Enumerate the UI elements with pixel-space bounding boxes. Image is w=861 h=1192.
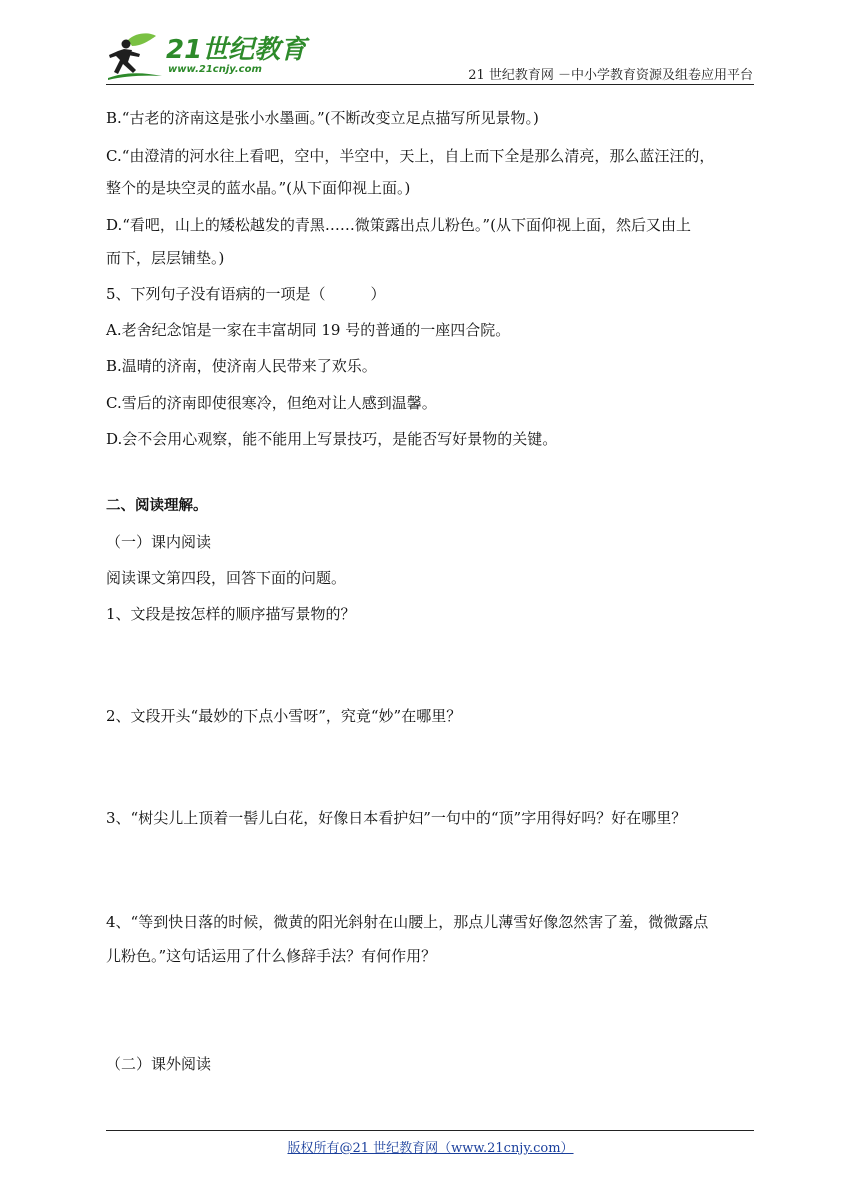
reading-instruction: 阅读课文第四段，回答下面的问题。 bbox=[106, 569, 347, 587]
section-two-heading: 二、阅读理解。 bbox=[106, 498, 208, 514]
option-c-line: C.“由澄清的河水往上看吧，空中，半空中，天上，自上而下全是那么清亮，那么蓝汪汪的， bbox=[106, 147, 715, 165]
reading-question-4: 4、“等到快日落的时候，微黄的阳光斜射在山腰上，那点儿薄雪好像忽然害了羞，微微露点 bbox=[106, 913, 709, 931]
q5-option-d: D.会不会用心观察，能不能用上写景技巧，是能否写好景物的关键。 bbox=[106, 430, 558, 448]
reading-question-2: 2、文段开头“最妙的下点小雪呀”，究竟“妙”在哪里？ bbox=[106, 707, 462, 725]
reading-question-3: 3、“树尖儿上顶着一髻儿白花，好像日本看护妇”一句中的“顶”字用得好吗？好在哪里？ bbox=[106, 809, 687, 827]
q5-option-a: A.老舍纪念馆是一家在丰富胡同 19 号的普通的一座四合院。 bbox=[106, 321, 511, 339]
q5-option-b: B.温晴的济南，使济南人民带来了欢乐。 bbox=[106, 357, 377, 375]
page-header bbox=[0, 0, 861, 90]
copyright-link[interactable]: 版权所有@21 世纪教育网（www.21cnjy.com） bbox=[287, 1141, 574, 1156]
subsection-in-class-reading: （一）课内阅读 bbox=[106, 533, 212, 551]
site-title: 21 世纪教育网 －中小学教育资源及组卷应用平台 bbox=[468, 68, 753, 83]
reading-question-4-continuation: 儿粉色。”这句话运用了什么修辞手法？有何作用？ bbox=[106, 947, 437, 965]
subsection-extracurricular-reading: （二）课外阅读 bbox=[106, 1055, 212, 1073]
option-d-line: D.“看吧，山上的矮松越发的青黑……微策露出点儿粉色。”(从下面仰视上面，然后又由上 bbox=[106, 216, 691, 234]
document-body bbox=[106, 108, 756, 1074]
site-logo bbox=[106, 30, 307, 82]
option-c-continuation: 整个的是块空灵的蓝水晶。”(从下面仰视上面。) bbox=[106, 179, 411, 197]
option-d-continuation: 而下，层层铺垫。) bbox=[106, 249, 225, 267]
runner-logo-icon bbox=[106, 30, 164, 82]
q5-option-c: C.雪后的济南即使很寒冷，但绝对让人感到温馨。 bbox=[106, 394, 437, 412]
header-divider bbox=[106, 84, 754, 85]
question-5: 5、下列句子没有语病的一项是（ ） bbox=[106, 285, 386, 303]
reading-question-1: 1、文段是按怎样的顺序描写景物的？ bbox=[106, 605, 356, 623]
footer-divider bbox=[106, 1130, 754, 1131]
logo-url: www.21cnjy.com bbox=[168, 64, 262, 75]
logo-text: 21世纪教育 bbox=[166, 35, 307, 65]
option-b-line: B.“古老的济南这是张小水墨画。”(不断改变立足点描写所见景物。) bbox=[106, 109, 539, 127]
